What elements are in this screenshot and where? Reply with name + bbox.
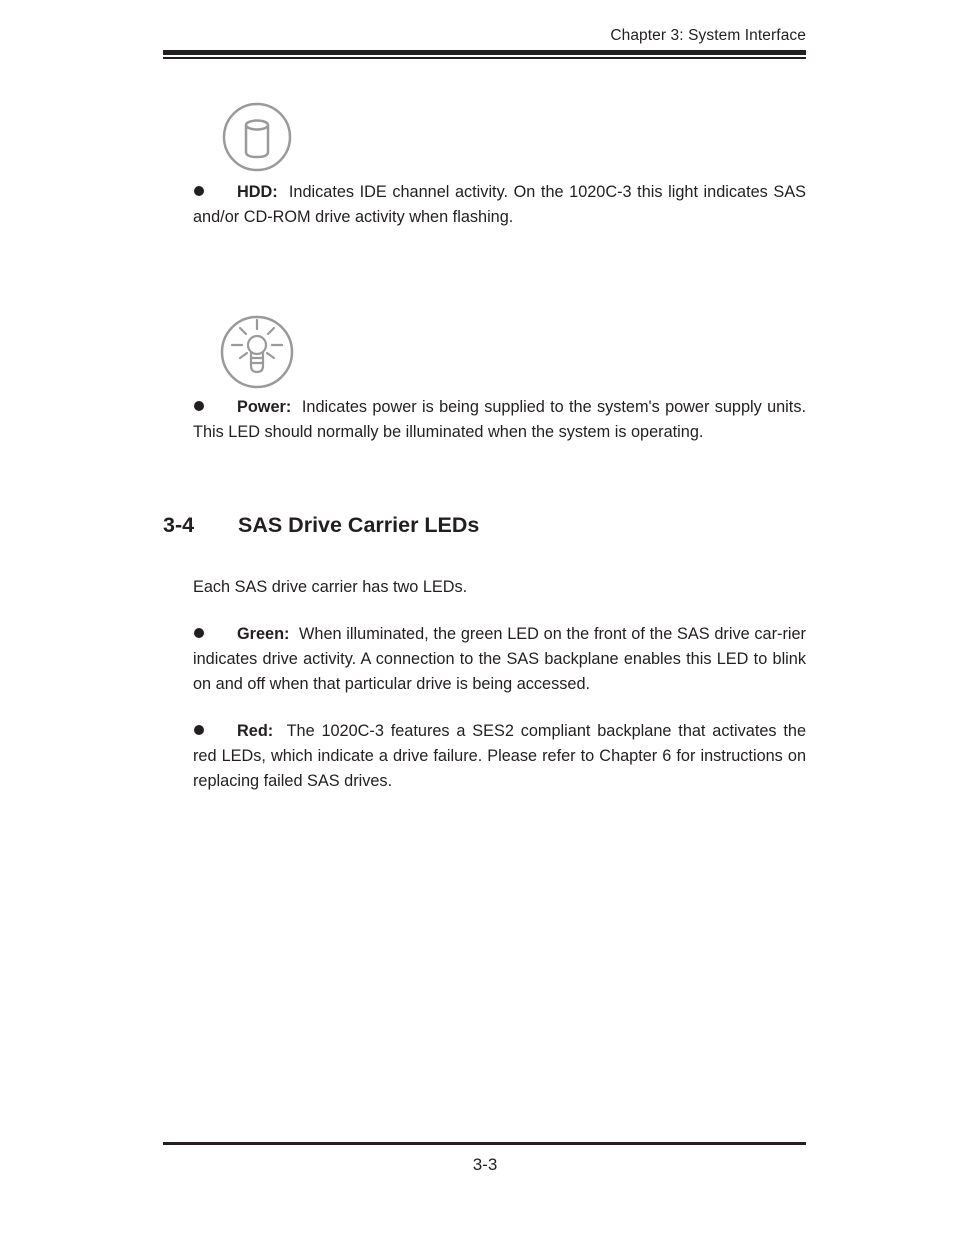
green-text: When illuminated, the green LED on the front of the SAS drive car-rier indicates drive activity. A connection to the SAS backplane enables this LED to blink on and off when that particular drive is being accessed. [193, 625, 806, 693]
header-rule-thick [163, 50, 806, 55]
red-led-description [193, 719, 806, 794]
hdd-description [193, 180, 806, 230]
green-led-description [193, 622, 806, 697]
section-number: 3-4 [163, 513, 195, 537]
page-number: 3-3 [472, 1155, 498, 1174]
power-text: Indicates power is being supplied to the system's power supply units. This LED should normally be illuminated when the system is operating. [193, 398, 806, 441]
power-term: Power: [237, 398, 292, 416]
footer-rule [163, 1142, 806, 1145]
hard-drive-icon [222, 102, 292, 172]
section-intro: Each SAS drive carrier has two LEDs. [193, 578, 468, 596]
header-rule-thin [163, 57, 806, 59]
power-description [193, 395, 806, 445]
light-bulb-icon [220, 314, 294, 390]
hdd-term: HDD: [237, 183, 278, 201]
section-title: SAS Drive Carrier LEDs [238, 513, 480, 537]
hdd-text: Indicates IDE channel activity. On the 1020C-3 this light indicates SAS and/or CD-ROM drive activity when flashing. [193, 183, 806, 226]
red-text: The 1020C-3 features a SES2 compliant backplane that activates the red LEDs, which indicate a drive failure. Please refer to Chapter 6 for instructions on replacing failed SAS drives. [193, 722, 806, 790]
green-term: Green: [237, 625, 290, 643]
red-term: Red: [237, 722, 274, 740]
running-header: Chapter 3: System Interface [610, 27, 806, 44]
